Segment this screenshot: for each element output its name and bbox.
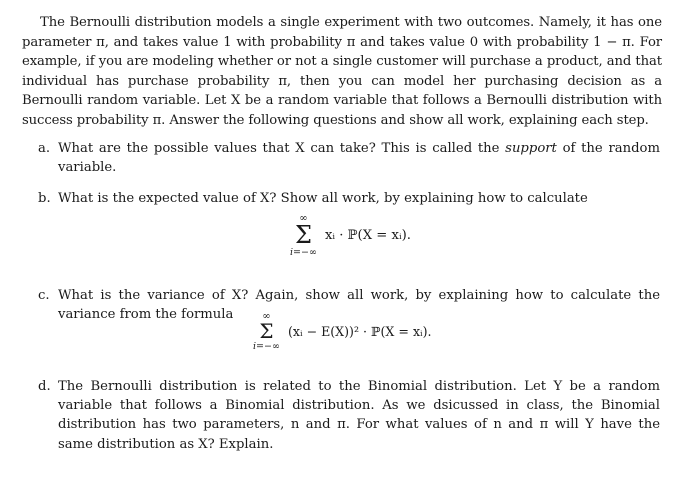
variance-formula <box>253 312 432 352</box>
question-a-text-before: What are the possible values that X can take? This is called the <box>58 141 506 156</box>
question-c-text: What is the variance of X? Again, show all work, by explaining how to calculate the variance from the formula <box>58 288 660 323</box>
variance-lower-limit: i=−∞ <box>253 341 280 352</box>
intro-paragraph: The Bernoulli distribution models a single experiment with two outcomes. Namely, it has one parameter π, and takes value 1 with probability π and takes value 0 with probability 1 − π. For example, if you are modeling whether or not a single customer will purchase a product, and that individual has purchase probability π, then you can model her purchasing decision as a Bernoulli random variable. Let X be a random variable that follows a Bernoulli distribution with success probability π. Answer the following questions and show all work, explaining each step. <box>22 15 662 128</box>
expected-value-sum <box>290 214 317 258</box>
question-b-text: What is the expected value of X? Show all work, by explaining how to calculate <box>58 191 588 206</box>
variance-summand: (xᵢ − E(X))² · ℙ(X = xᵢ). <box>287 324 432 339</box>
question-a-text <box>58 139 660 177</box>
variance-sigma: Σ <box>259 319 274 343</box>
question-b-label: b. <box>38 191 51 206</box>
question-d <box>38 377 660 454</box>
expected-value-sigma: Σ <box>294 221 312 249</box>
question-c-label: c. <box>38 288 50 303</box>
expected-value-lower-limit: i=−∞ <box>290 247 317 258</box>
expected-value-summand: xᵢ · ℙ(X = xᵢ). <box>324 228 411 243</box>
question-a-text-after: of the random variable. <box>58 141 660 176</box>
expected-value-upper-limit: ∞ <box>299 213 308 224</box>
question-a-label: a. <box>38 141 51 156</box>
question-d-text: The Bernoulli distribution is related to the Binomial distribution. Let Y be a random variable that follows a Binomial distribution. As we dsicussed in class, the Binomial distribution has two parameters, n and π. For what values of n and π will Y have the same distribution as X? Explain. <box>58 379 660 452</box>
question-d-label: d. <box>38 379 51 394</box>
expected-value-formula <box>290 214 411 258</box>
variance-upper-limit: ∞ <box>262 311 271 322</box>
variance-sum <box>253 312 280 352</box>
question-a <box>38 139 660 177</box>
question-a-emphasis: support <box>505 141 557 156</box>
question-b <box>38 189 660 208</box>
